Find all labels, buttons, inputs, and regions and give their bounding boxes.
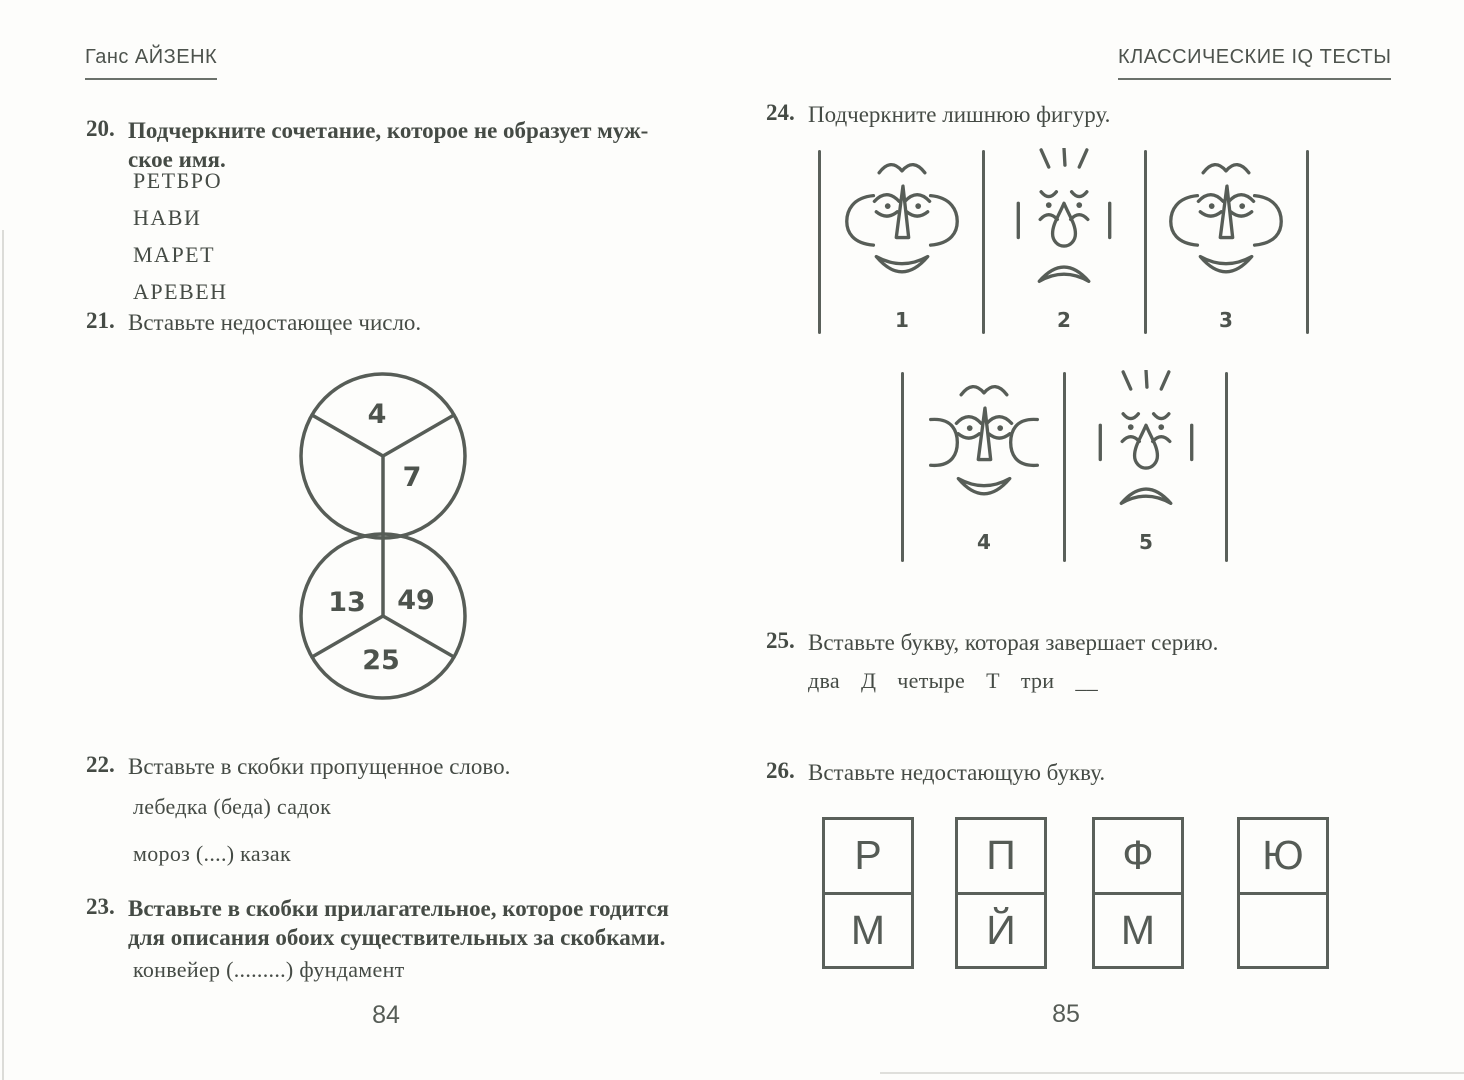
question-26-number: 26.	[766, 758, 795, 783]
scan-edge-left	[2, 230, 4, 1080]
divider-bar	[982, 150, 985, 334]
line-ears	[1100, 425, 1191, 459]
question-26	[766, 758, 1386, 787]
line-ears	[1018, 203, 1109, 237]
right-eye	[1071, 192, 1088, 220]
divider-bar	[818, 150, 821, 334]
letter-domino-2	[955, 817, 1047, 969]
question-20-text: Подчеркните сочетание, которое не образует муж- ское имя.	[128, 118, 649, 172]
figure-option-5	[1071, 370, 1221, 554]
left-eye	[874, 195, 899, 216]
question-22-number: 22.	[86, 752, 115, 777]
question-24-text: Подчеркните лишнюю фигуру.	[808, 102, 1111, 127]
smile-mouth	[1200, 257, 1251, 272]
series-word: четыре	[897, 668, 966, 693]
spiky-hair	[1123, 370, 1169, 389]
spiky-hair	[1041, 148, 1087, 167]
question-21-text: Вставьте недостающее число.	[128, 310, 422, 335]
question-22	[86, 752, 706, 781]
domino-top-letter: П	[958, 820, 1044, 895]
letter-domino-4	[1237, 817, 1329, 969]
figure-number: 1	[895, 308, 909, 332]
figure-number: 5	[1139, 530, 1153, 554]
letter-series	[808, 668, 1098, 694]
sad-face-icon	[1083, 370, 1209, 530]
eyebrow-wave	[961, 387, 1007, 395]
letter-domino-3	[1092, 817, 1184, 969]
figure-number: 3	[1219, 308, 1233, 332]
teardrop-nose	[1135, 425, 1158, 468]
left-ear	[847, 196, 874, 246]
header-book-title: КЛАССИЧЕСКИЕ IQ ТЕСТЫ	[1118, 46, 1391, 80]
option-word: НАВИ	[133, 205, 202, 230]
left-eye	[956, 417, 981, 438]
domino-top-letter: Ф	[1095, 820, 1181, 895]
eyebrow-wave	[879, 165, 925, 173]
frown-mouth	[1121, 489, 1171, 503]
question-23-number: 23.	[86, 894, 115, 919]
series-letter: Т	[986, 668, 1000, 693]
figure-option-4	[909, 370, 1059, 554]
letter-domino-1	[822, 817, 914, 969]
option-word: АРЕВЕН	[133, 279, 228, 304]
right-ear	[1011, 419, 1038, 465]
question-23	[86, 894, 746, 952]
left-ear	[931, 419, 958, 465]
series-word: три	[1020, 668, 1055, 693]
right-eye	[1229, 195, 1254, 216]
question-22-text: Вставьте в скобки пропущенное слово.	[128, 754, 511, 779]
triangle-nose	[896, 186, 908, 237]
divider-bar	[1063, 372, 1066, 562]
page-number-left: 84	[372, 1001, 400, 1029]
right-ear	[1255, 196, 1282, 246]
left-eye	[1198, 195, 1223, 216]
divider-bar	[901, 372, 904, 562]
question-25-text: Вставьте букву, которая завершает серию.	[808, 630, 1219, 655]
page-number-right: 85	[1052, 1000, 1080, 1028]
right-eye	[987, 417, 1012, 438]
divider-bar	[1225, 372, 1228, 562]
figure-number: 4	[977, 530, 991, 554]
domino-bottom-letter: М	[850, 906, 886, 953]
right-eye	[1153, 414, 1170, 442]
answer-blank: __	[1075, 668, 1098, 693]
question-24	[766, 100, 1386, 129]
divider-bar	[1306, 150, 1309, 334]
divider-bar	[1144, 150, 1147, 334]
circle-value: 49	[397, 585, 435, 616]
smile-mouth	[876, 257, 927, 272]
teardrop-nose	[1053, 203, 1076, 246]
domino-top-letter: Р	[825, 820, 911, 895]
series-word: два	[808, 668, 840, 693]
question-22-item: лебедка (беда) садок	[133, 794, 332, 819]
circle-value: 13	[328, 587, 366, 618]
circle-value: 4	[367, 399, 387, 430]
question-23-item: конвейер (.........) фундамент	[133, 957, 405, 982]
figure-option-1	[827, 148, 977, 332]
domino-bottom-letter	[1240, 895, 1326, 967]
question-25-number: 25.	[766, 628, 795, 653]
right-ear	[931, 196, 958, 246]
scan-edge-bottom	[880, 1072, 1464, 1074]
left-eye	[1122, 414, 1139, 442]
smile-mouth	[958, 479, 1009, 494]
happy-face-icon	[839, 148, 965, 308]
figure-option-2	[989, 148, 1139, 332]
figure-number: 2	[1057, 308, 1071, 332]
left-eye	[1040, 192, 1057, 220]
domino-bottom-letter: М	[1120, 906, 1156, 953]
circle-value: 7	[402, 462, 422, 493]
domino-top-letter: Ю	[1240, 820, 1326, 895]
right-eye	[905, 195, 930, 216]
happy-face-mirrored-ears-icon	[921, 370, 1047, 530]
question-24-number: 24.	[766, 100, 795, 125]
domino-bottom-letter: Й	[986, 906, 1016, 953]
question-20-number: 20.	[86, 116, 115, 141]
frown-mouth	[1039, 267, 1089, 281]
missing-number-circles-diagram	[295, 371, 471, 705]
figure-option-3	[1151, 148, 1301, 332]
header-author: Ганс АЙЗЕНК	[85, 46, 217, 80]
sad-face-icon	[1001, 148, 1127, 308]
series-letter: Д	[860, 668, 877, 693]
question-21	[86, 308, 706, 337]
question-25	[766, 628, 1406, 657]
left-ear	[1171, 196, 1198, 246]
question-21-number: 21.	[86, 308, 115, 333]
eyebrow-wave	[1203, 165, 1249, 173]
option-word: РЕТБРО	[133, 168, 223, 193]
circle-value: 25	[362, 645, 400, 676]
question-22-item: мороз (....) казак	[133, 841, 291, 866]
question-26-text: Вставьте недостающую букву.	[808, 760, 1106, 785]
triangle-nose	[978, 408, 990, 459]
question-20-options	[133, 162, 228, 310]
question-23-text: Вставьте в скобки прилагательное, которое годится для описания обоих существительных за скобками.	[128, 896, 669, 950]
option-word: МАРЕТ	[133, 242, 216, 267]
happy-face-icon	[1163, 148, 1289, 308]
triangle-nose	[1220, 186, 1232, 237]
